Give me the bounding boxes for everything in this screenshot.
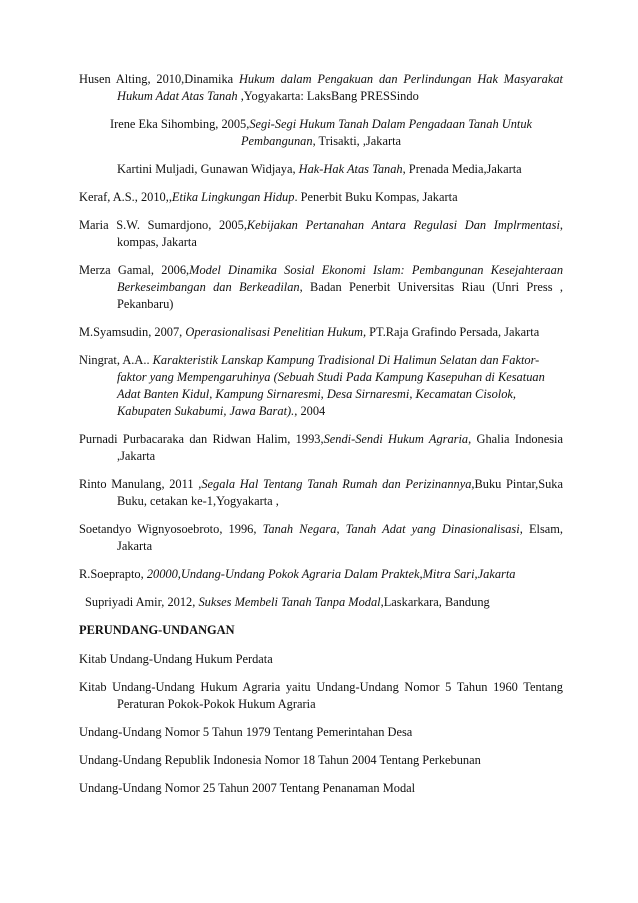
- reference-entry: [79, 217, 563, 251]
- reference-author: Keraf, A.S., 2010,,: [79, 190, 172, 204]
- reference-entry: [79, 594, 563, 611]
- law-entry: Kitab Undang-Undang Hukum Agraria yaitu Undang-Undang Nomor 5 Tahun 1960 Tentang Peraturan Pokok-Pokok Hukum Agraria: [79, 680, 563, 711]
- reference-entry: [79, 161, 563, 178]
- reference-title: Tanah Negara, Tanah Adat yang Dinasionalisasi: [262, 522, 520, 536]
- reference-author: Soetandyo Wignyosoebroto, 1996,: [79, 522, 263, 536]
- reference-author: Purnadi Purbacaraka dan Ridwan Halim, 1993,: [79, 432, 324, 446]
- reference-author: Merza Gamal, 2006,: [79, 263, 190, 277]
- reference-publisher: PT.Raja Grafindo Persada, Jakarta: [366, 325, 540, 339]
- reference-author: Irene Eka Sihombing, 2005,: [109, 117, 250, 131]
- law-entry: Undang-Undang Nomor 5 Tahun 1979 Tentang Pemerintahan Desa: [79, 725, 413, 739]
- reference-publisher: , Ghalia Indonesia ,Jakarta: [117, 432, 564, 463]
- reference-publisher: , Prenada Media,Jakarta: [402, 162, 522, 176]
- law-entry: Kitab Undang-Undang Hukum Perdata: [79, 652, 273, 666]
- reference-title: Karakteristik Lanskap Kampung Tradisional Di Halimun Selatan dan Faktor-faktor yang Mempengaruhinya (Sebuah Studi Pada Kampung Kasepuhan di Kesatuan Adat Banten Kidul, Kampung Sirnaresmi, Desa Sirnaresmi, Kecamatan Cisolok, Kabupaten Sukabumi, Jawa Barat).,: [117, 353, 545, 418]
- reference-author: Ningrat, A.A..: [79, 353, 153, 367]
- reference-title: Hukum dalam Pengakuan dan Perlindungan Hak Masyarakat Hukum Adat Atas Tanah: [117, 72, 563, 103]
- reference-publisher: , Elsam, Jakarta: [117, 522, 564, 553]
- reference-publisher: ,Yogyakarta: LaksBang PRESSindo: [237, 89, 419, 103]
- reference-title: 20000,Undang-Undang Pokok Agraria Dalam Praktek,Mitra Sari,Jakarta: [146, 567, 516, 581]
- reference-publisher: , Trisakti, ,Jakarta: [312, 134, 402, 148]
- reference-publisher: ,Buku Pintar,Suka Buku, cetakan ke-1,Yogyakarta ,: [117, 477, 564, 508]
- reference-publisher: 2004: [297, 404, 326, 418]
- reference-author: Kartini Muljadi, Gunawan Widjaya,: [117, 162, 299, 176]
- reference-entry: [79, 352, 563, 420]
- reference-author: Supriyadi Amir, 2012,: [85, 595, 199, 609]
- reference-title: Segala Hal Tentang Tanah Rumah dan Perizinannya: [201, 477, 472, 491]
- reference-title: Etika Lingkungan Hidup: [171, 190, 295, 204]
- reference-entry: [79, 189, 563, 206]
- law-entry: Undang-Undang Republik Indonesia Nomor 18 Tahun 2004 Tentang Perkebunan: [79, 753, 481, 767]
- law-entry: Undang-Undang Nomor 25 Tahun 2007 Tentang Penanaman Modal: [79, 781, 416, 795]
- reference-author: Rinto Manulang, 2011 ,: [79, 477, 202, 491]
- reference-entry: [79, 431, 563, 465]
- reference-title: Sukses Membeli Tanah Tanpa Modal: [198, 595, 381, 609]
- reference-title: Hak-Hak Atas Tanah: [298, 162, 403, 176]
- reference-entry: [79, 566, 563, 583]
- reference-title: Segi-Segi Hukum Tanah Dalam Pengadaan Tanah Untuk Pembangunan: [240, 117, 533, 148]
- reference-entry: [79, 262, 563, 313]
- reference-author: Maria S.W. Sumardjono, 2005,: [79, 218, 247, 232]
- reference-entry: [79, 324, 563, 341]
- reference-entry: [79, 521, 563, 555]
- reference-publisher: , kompas, Jakarta: [117, 218, 563, 249]
- reference-author: R.Soeprapto,: [79, 567, 147, 581]
- reference-entry: [79, 116, 563, 150]
- reference-entry: [79, 476, 563, 510]
- reference-title: Kebijakan Pertanahan Antara Regulasi Dan Implrmentasi: [246, 218, 560, 232]
- section-heading: PERUNDANG-UNDANGAN: [79, 623, 235, 637]
- reference-title: Operasionalisasi Penelitian Hukum,: [185, 325, 367, 339]
- reference-author: Husen Alting, 2010,Dinamika: [79, 72, 239, 86]
- reference-title: Sendi-Sendi Hukum Agraria: [323, 432, 469, 446]
- reference-publisher: ,Laskarkara, Bandung: [380, 595, 490, 609]
- reference-title: Model Dinamika Sosial Ekonomi Islam: Pembangunan Kesejahteraan Berkeseimbangan dan Berkeadilan: [117, 263, 564, 294]
- reference-author: M.Syamsudin, 2007,: [79, 325, 186, 339]
- reference-publisher: . Penerbit Buku Kompas, Jakarta: [294, 190, 458, 204]
- bibliography-page: [79, 71, 563, 808]
- reference-entry: [79, 71, 563, 105]
- reference-publisher: , Badan Penerbit Universitas Riau (Unri Press , Pekanbaru): [117, 280, 563, 311]
